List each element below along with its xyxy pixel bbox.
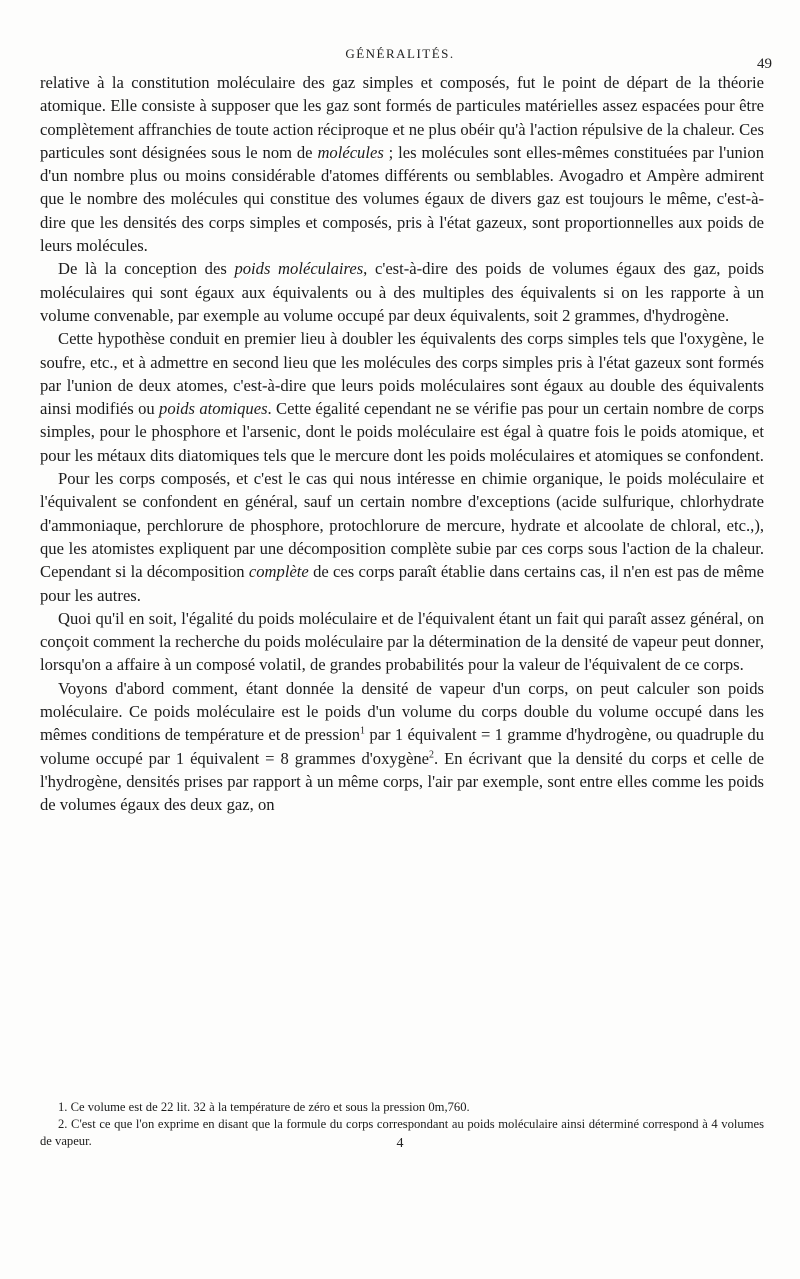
text-run: ; les molécules sont elles-mêmes constituées par l'union d'un nombre plus ou moins considérable d'atomes différents ou semblables. Avogadro et Ampère admirent que le nombre des molécules qui constitue des volumes égaux de divers gaz est toujours le même, c'est-à-dire que les densités des corps simples et composés, pris à l'état gazeux, sont proportionnelles aux poids de leurs molécules. bbox=[40, 142, 765, 256]
text-run: Cette hypothèse conduit en premier lieu à doubler les équivalents des corps simples tels que l'oxygène, le soufre, etc., et à admettre en second lieu que les molécules des corps simples pris à l'état gazeux sont formés par l'union de deux atomes, c'est-à-dire que leurs poids moléculaires sont égaux au double des équivalents ainsi modifiés ou bbox=[40, 329, 764, 419]
text-run: Voyons d'abord comment, étant donnée la densité de vapeur d'un corps, on peut calculer son poids moléculaire. Ce poids moléculaire est le poids d'un volume du corps double du volume occupé dans les mêmes conditions de température et de pression bbox=[40, 678, 764, 745]
body-paragraph bbox=[40, 677, 764, 817]
text-run: , c'est-à-dire des poids de volumes égaux des gaz, poids moléculaires qui sont égaux aux équivalents ou à des multiples des équivalents si on les rapporte à un volume convenable, par exemple au volume occupé par deux équivalents, soit 2 grammes, d'hydrogène. bbox=[40, 259, 764, 325]
text-run: . En écrivant que la densité du corps et celle de l'hydrogène, densités prises par rapport à un même corps, l'air par exemple, sont entre elles comme les poids de volumes égaux des deux gaz, on bbox=[40, 748, 764, 815]
footnote-ref: 2 bbox=[429, 749, 434, 761]
text-run: Quoi qu'il en soit, l'égalité du poids moléculaire et de l'équivalent étant un fait qui paraît assez général, on conçoit comment la recherche du poids moléculaire par la détermination de la densité de vapeur peut donner, lorsqu'on a affaire à un composé volatil, de grandes probabilités pour la valeur de l'équivalent de ce corps. bbox=[40, 608, 764, 675]
italic-term: poids moléculaires bbox=[234, 259, 364, 279]
signature-mark: 4 bbox=[396, 1136, 404, 1151]
italic-term: poids atomiques bbox=[159, 399, 268, 419]
text-run: . Cette égalité cependant ne se vérifie pas pour un certain nombre de corps simples, pour le phosphore et l'arsenic, dont le poids moléculaire est égal à quatre fois le poids atomique, et pour les métaux dits diatomiques tels que le mercure dont les poids moléculaires et atomiques se confondent. bbox=[40, 399, 764, 465]
body-paragraph bbox=[40, 607, 764, 677]
running-title: GÉNÉRALITÉS. bbox=[345, 46, 455, 61]
body-paragraph bbox=[40, 71, 764, 257]
italic-term: molécules bbox=[317, 142, 384, 162]
text-run: Pour les corps composés, et c'est le cas qui nous intéresse en chimie organique, le poids moléculaire et l'équivalent se confondent en général, sauf un certain nombre d'exceptions (acide sulfurique, chlorhydrate d'ammoniaque, perchlorure de phosphore, protochlorure de mercure, hydrate et alcoolate de chloral, etc.,), que les atomistes expliquent par une décomposition complète subie par ces corps sous l'action de la chaleur. Cependant si la décomposition bbox=[40, 469, 764, 582]
footnote-2: 2. C'est ce que l'on exprime en disant que la formule du corps correspondant au poids moléculaire ainsi déterminé correspond à 4 volumes de vapeur. bbox=[40, 1117, 764, 1148]
body-text bbox=[40, 71, 764, 817]
text-run: de ces corps paraît établie dans certains cas, il n'en est pas de même pour les autres. bbox=[40, 562, 764, 605]
text-run: relative à la constitution moléculaire des gaz simples et composés, fut le point de départ de la théorie atomique. Elle consiste à supposer que les gaz sont formés de particules matérielles assez espacées pour être complètement affranchies de toute action réciproque et ne plus obéir qu'à l'action répulsive de la chaleur. Ces particules sont désignées sous le nom de bbox=[40, 73, 764, 162]
footnote-ref: 1 bbox=[360, 725, 365, 737]
footnote-1: 1. Ce volume est de 22 lit. 32 à la température de zéro et sous la pression 0m,760. bbox=[58, 1100, 470, 1114]
running-head bbox=[0, 46, 800, 72]
text-run: par 1 équivalent = 1 gramme d'hydrogène, ou quadruple du volume occupé par 1 équivalent = 8 grammes d'oxygène bbox=[40, 725, 765, 768]
body-paragraph bbox=[40, 257, 764, 327]
page-number: 49 bbox=[757, 56, 772, 72]
body-paragraph bbox=[40, 327, 764, 467]
text-run: De là la conception des bbox=[58, 259, 235, 279]
italic-term: complète bbox=[248, 562, 309, 582]
body-paragraph bbox=[40, 467, 764, 607]
